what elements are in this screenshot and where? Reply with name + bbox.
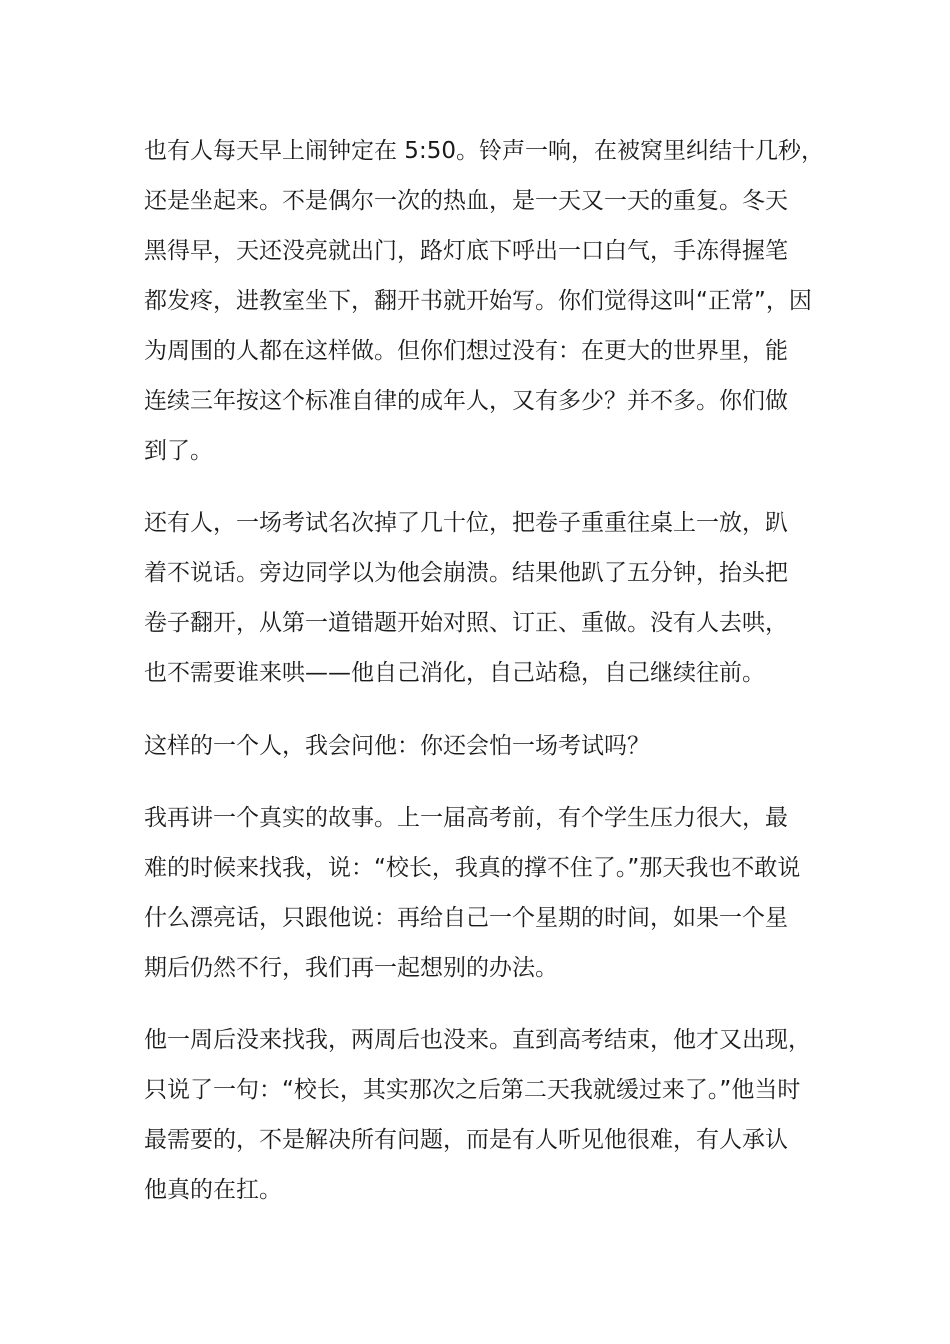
text-line: 期后仍然不行，我们再一起想别的办法。 — [144, 955, 558, 981]
text-line: 什么漂亮话，只跟他说：再给自己一个星期的时间，如果一个星 — [144, 905, 788, 931]
text-line: 到了。 — [144, 438, 213, 464]
text-line: 他一周后没来找我，两周后也没来。直到高考结束，他才又出现， — [144, 1027, 811, 1053]
text-line: 这样的一个人，我会问他：你还会怕一场考试吗？ — [144, 733, 650, 759]
text-line: 难的时候来找我，说：“校长，我真的撑不住了。”那天我也不敢说 — [144, 855, 801, 881]
text-line: 只说了一句：“校长，其实那次之后第二天我就缓过来了。”他当时 — [144, 1077, 801, 1103]
text-line: 为周围的人都在这样做。但你们想过没有：在更大的世界里，能 — [144, 338, 788, 364]
text-line: 还有人，一场考试名次掉了几十位，把卷子重重往桌上一放，趴 — [144, 510, 788, 536]
text-line: 也不需要谁来哄——他自己消化，自己站稳，自己继续往前。 — [144, 660, 765, 686]
text-line: 还是坐起来。不是偶尔一次的热血，是一天又一天的重复。冬天 — [144, 188, 788, 214]
text-line: 他真的在扛。 — [144, 1177, 282, 1203]
text-line: 都发疼，进教室坐下，翻开书就开始写。你们觉得这叫“正常”，因 — [144, 288, 812, 314]
text-line: 黑得早，天还没亮就出门，路灯底下呼出一口白气，手冻得握笔 — [144, 238, 788, 264]
text-line: 卷子翻开，从第一道错题开始对照、订正、重做。没有人去哄， — [144, 610, 788, 636]
text-line: 连续三年按这个标准自律的成年人，又有多少？并不多。你们做 — [144, 388, 788, 414]
text-line: 最需要的，不是解决所有问题，而是有人听见他很难，有人承认 — [144, 1127, 788, 1153]
text-line: 我再讲一个真实的故事。上一届高考前，有个学生压力很大，最 — [144, 805, 788, 831]
text-line: 着不说话。旁边同学以为他会崩溃。结果他趴了五分钟，抬头把 — [144, 560, 788, 586]
text-line: 也有人每天早上闹钟定在 5:50。铃声一响，在被窝里纠结十几秒， — [144, 138, 824, 164]
